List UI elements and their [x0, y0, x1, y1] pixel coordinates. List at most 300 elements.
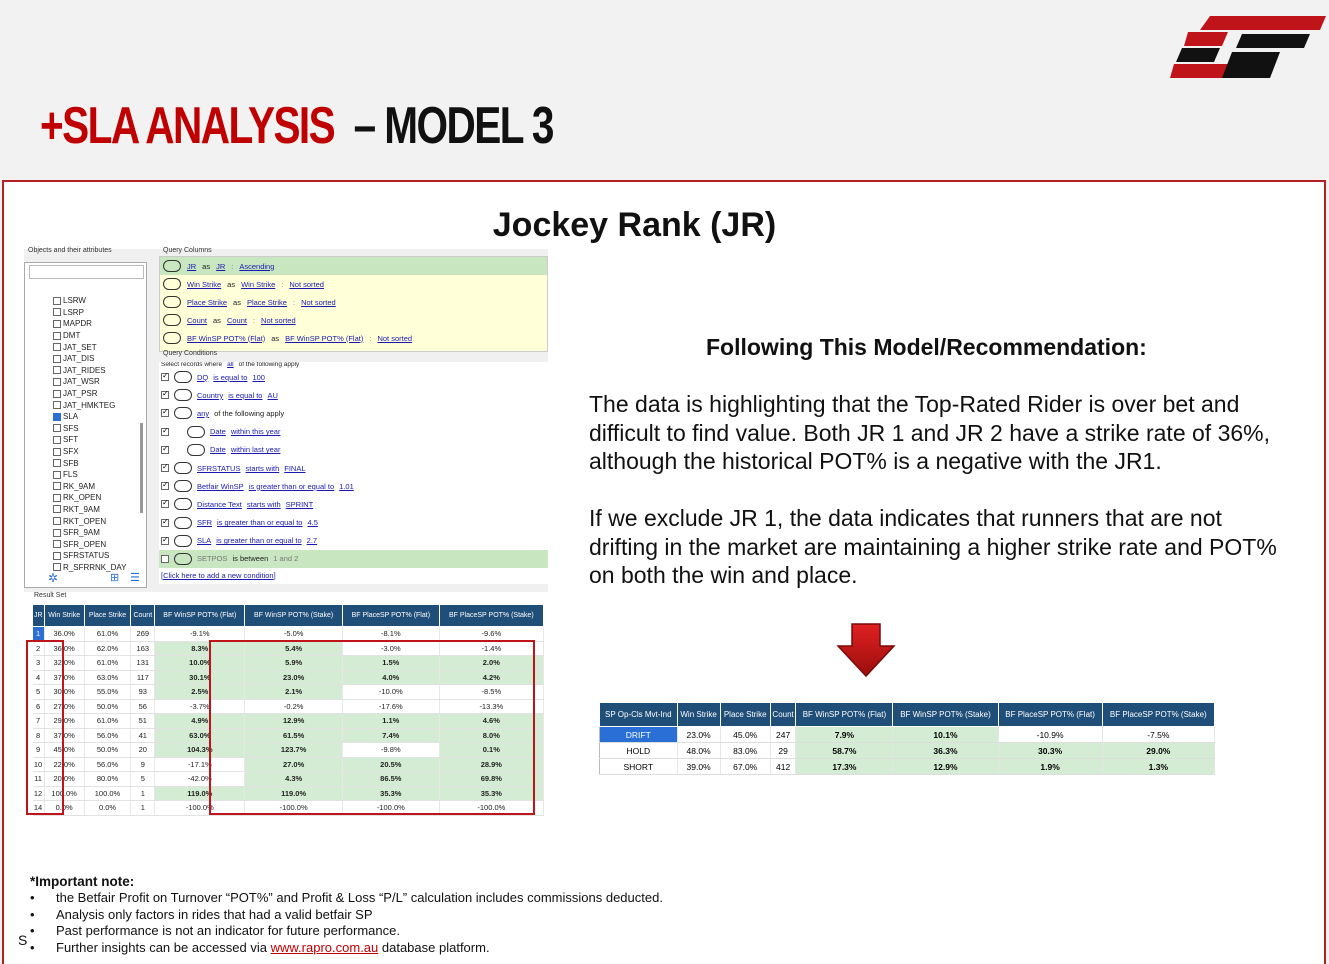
recommendation-paragraph-2: If we exclude JR 1, the data indicates that runners that are not drifting in the market are maintaining a higher strike rate and POT% on both the win and place.: [589, 505, 1277, 588]
condition-field[interactable]: SETPOS: [197, 554, 228, 564]
query-column-row[interactable]: [160, 293, 547, 311]
column-field[interactable]: Place Strike: [187, 297, 228, 307]
condition-checkbox[interactable]: [161, 446, 169, 454]
column-separator: :: [281, 279, 284, 289]
condition-value[interactable]: AU: [267, 390, 278, 400]
summary-cell: 48.0%: [677, 743, 720, 759]
query-column-row[interactable]: [160, 311, 547, 329]
summary-cell: HOLD: [600, 743, 678, 759]
result-header-cell[interactable]: BF WinSP POT% (Stake): [245, 605, 343, 627]
condition-toggle[interactable]: [174, 371, 192, 383]
table-cell: 23.0%: [245, 670, 343, 685]
condition-row[interactable]: [159, 368, 548, 386]
column-field[interactable]: Count: [187, 315, 208, 325]
table-cell: 119.0%: [245, 786, 343, 801]
condition-toggle[interactable]: [174, 389, 192, 401]
object-checkbox[interactable]: [53, 413, 61, 421]
condition-value[interactable]: FINAL: [284, 463, 306, 473]
table-cell: -0.2%: [245, 699, 343, 714]
column-sort[interactable]: Not sorted: [261, 315, 296, 325]
note-item: • Analysis only factors in rides that had a valid betfair SP: [30, 907, 930, 924]
column-separator: :: [369, 333, 372, 343]
condition-operator[interactable]: of the following apply: [214, 408, 285, 418]
condition-checkbox[interactable]: [161, 409, 169, 417]
object-checkbox[interactable]: [53, 401, 61, 409]
grid-icon[interactable]: ⊞: [110, 572, 120, 584]
table-cell: 61.5%: [245, 728, 343, 743]
object-checkbox[interactable]: [53, 297, 61, 305]
column-toggle[interactable]: [163, 314, 181, 326]
condition-value[interactable]: 100: [252, 372, 265, 382]
table-cell: 4.9%: [155, 714, 245, 729]
object-checkbox[interactable]: [53, 552, 61, 560]
object-item[interactable]: [53, 399, 126, 411]
summary-header-cell: BF WinSP POT% (Flat): [796, 703, 893, 727]
table-cell: 61.0%: [84, 656, 131, 671]
summary-cell: 29: [770, 743, 796, 759]
tools-icon[interactable]: ✲: [48, 571, 59, 585]
object-checkbox[interactable]: [53, 517, 61, 525]
pot-highlight-box: [209, 640, 535, 815]
table-cell: -8.1%: [342, 627, 439, 642]
condition-toggle[interactable]: [187, 426, 205, 438]
table-cell: -10.0%: [342, 685, 439, 700]
object-item[interactable]: [53, 492, 126, 504]
object-label: SFS: [63, 423, 79, 433]
condition-operator[interactable]: is greater than or equal to: [248, 481, 335, 491]
table-cell: 56: [131, 699, 155, 714]
table-cell: 20.5%: [342, 757, 439, 772]
object-item[interactable]: [53, 411, 126, 423]
summary-cell: 412: [770, 759, 796, 775]
summary-cell: 83.0%: [720, 743, 770, 759]
table-cell: 163: [131, 641, 155, 656]
object-checkbox[interactable]: [53, 540, 61, 548]
object-item[interactable]: [53, 365, 126, 377]
column-as: as: [233, 297, 241, 307]
table-cell: 2.1%: [245, 685, 343, 700]
condition-row[interactable]: [159, 477, 548, 495]
page-title: [40, 96, 553, 156]
condition-value[interactable]: 4.5: [307, 518, 318, 528]
table-cell: -3.7%: [155, 699, 245, 714]
object-label: MAPDR: [63, 319, 92, 329]
note-item: • the Betfair Profit on Turnover “POT%” and Profit & Loss “P/L” calculation includes commissions deducted.: [30, 890, 930, 907]
summary-cell: 17.3%: [796, 759, 893, 775]
table-cell: 1.1%: [342, 714, 439, 729]
summary-cell: DRIFT: [600, 727, 678, 743]
query-conditions-label: Query Conditions: [163, 350, 218, 357]
object-label: SFRSTATUS: [63, 551, 110, 561]
objects-toolbar: [24, 569, 147, 589]
column-field[interactable]: JR: [187, 261, 197, 271]
object-checkbox[interactable]: [53, 529, 61, 537]
object-checkbox[interactable]: [53, 378, 61, 386]
table-cell: 50.0%: [84, 743, 131, 758]
note-list: [30, 890, 930, 957]
condition-toggle[interactable]: [174, 407, 192, 419]
table-cell: 6: [33, 699, 45, 714]
table-cell: 2: [33, 641, 45, 656]
table-cell: 8.0%: [439, 728, 543, 743]
result-header-cell[interactable]: Win Strike: [44, 605, 84, 627]
object-label: SFR_9AM: [63, 528, 100, 538]
table-cell: -100.0%: [342, 801, 439, 816]
column-toggle[interactable]: [163, 296, 181, 308]
condition-row[interactable]: [159, 550, 548, 568]
object-item[interactable]: [53, 434, 126, 446]
condition-value[interactable]: 1.01: [339, 481, 354, 491]
condition-field[interactable]: Distance Text: [197, 499, 242, 509]
object-item[interactable]: [53, 341, 126, 353]
object-item[interactable]: [53, 481, 126, 493]
object-item[interactable]: [53, 353, 126, 365]
table-cell: 4.3%: [245, 772, 343, 787]
column-sort[interactable]: Not sorted: [289, 279, 324, 289]
table-cell: 29.0%: [44, 714, 84, 729]
table-cell: 4.6%: [439, 714, 543, 729]
summary-header-cell: Win Strike: [677, 703, 720, 727]
summary-header-cell: BF PlaceSP POT% (Stake): [1102, 703, 1214, 727]
summary-header-cell: BF PlaceSP POT% (Flat): [998, 703, 1102, 727]
table-cell: 3: [33, 656, 45, 671]
table-cell: 10.0%: [155, 656, 245, 671]
table-cell: 119.0%: [155, 786, 245, 801]
result-header-cell[interactable]: BF WinSP POT% (Flat): [155, 605, 245, 627]
table-cell: 117: [131, 670, 155, 685]
table-cell: 5: [131, 772, 155, 787]
object-label: SLA: [63, 412, 79, 422]
query-column-row[interactable]: [160, 257, 547, 275]
column-alias[interactable]: JR: [216, 261, 226, 271]
object-item[interactable]: [53, 376, 126, 388]
condition-checkbox[interactable]: [161, 482, 169, 490]
condition-checkbox[interactable]: [161, 373, 169, 381]
column-alias[interactable]: BF WinSP POT% (Flat): [285, 333, 364, 343]
table-cell: 30.1%: [155, 670, 245, 685]
object-label: LSRW: [63, 296, 86, 306]
column-toggle[interactable]: [163, 278, 181, 290]
table-cell: 51: [131, 714, 155, 729]
conditions-header-link[interactable]: all: [227, 362, 234, 368]
condition-row[interactable]: [159, 532, 548, 550]
column-separator: :: [231, 261, 234, 271]
condition-checkbox[interactable]: [161, 391, 169, 399]
table-cell: -17.1%: [155, 757, 245, 772]
object-checkbox[interactable]: [53, 366, 61, 374]
table-row[interactable]: [33, 627, 544, 642]
object-item[interactable]: [53, 515, 126, 527]
condition-operator[interactable]: is equal to: [213, 372, 248, 382]
object-item[interactable]: [53, 295, 126, 307]
object-label: SFR_OPEN: [63, 539, 107, 549]
result-header-cell[interactable]: Count: [131, 605, 155, 627]
condition-toggle[interactable]: [174, 480, 192, 492]
object-checkbox[interactable]: [53, 482, 61, 490]
object-checkbox[interactable]: [53, 436, 61, 444]
column-as: as: [202, 261, 211, 271]
summary-table-body: [600, 727, 1215, 775]
summary-cell: -7.5%: [1102, 727, 1214, 743]
condition-operator[interactable]: starts with: [246, 499, 281, 509]
object-item[interactable]: [53, 388, 126, 400]
column-alias[interactable]: Place Strike: [246, 297, 287, 307]
table-cell: 269: [131, 627, 155, 642]
summary-row[interactable]: [600, 727, 1215, 743]
condition-value[interactable]: SPRINT: [285, 499, 314, 509]
table-cell: -9.1%: [155, 627, 245, 642]
condition-operator[interactable]: within this year: [230, 427, 281, 437]
table-cell: 8.3%: [155, 641, 245, 656]
table-cell: 35.3%: [439, 786, 543, 801]
condition-value[interactable]: 1 and 2: [273, 554, 299, 564]
object-item[interactable]: [53, 446, 126, 458]
column-separator: :: [252, 315, 256, 325]
object-item[interactable]: [53, 550, 126, 562]
object-checkbox[interactable]: [53, 390, 61, 398]
object-label: JAT_RIDES: [63, 365, 106, 375]
summary-cell: 67.0%: [720, 759, 770, 775]
column-toggle[interactable]: [163, 260, 181, 272]
condition-operator[interactable]: is greater than or equal to: [217, 518, 303, 528]
object-checkbox[interactable]: [53, 459, 61, 467]
condition-operator[interactable]: starts with: [245, 463, 280, 473]
object-checkbox[interactable]: [53, 355, 61, 363]
objects-list[interactable]: [24, 262, 147, 588]
table-cell: 36.0%: [44, 627, 84, 642]
result-header-cell[interactable]: JR: [33, 605, 45, 627]
column-alias[interactable]: Win Strike: [241, 279, 276, 289]
condition-checkbox[interactable]: [161, 537, 169, 545]
summary-cell: 10.1%: [893, 727, 998, 743]
condition-toggle[interactable]: [174, 535, 192, 547]
query-column-row[interactable]: [160, 329, 547, 347]
condition-checkbox[interactable]: [161, 464, 169, 472]
table-cell: -42.0%: [155, 772, 245, 787]
condition-row[interactable]: [159, 459, 548, 477]
condition-row[interactable]: [159, 514, 548, 532]
object-item[interactable]: [53, 504, 126, 516]
object-label: JAT_DIS: [63, 354, 95, 364]
condition-field[interactable]: SFR: [197, 518, 212, 528]
object-checkbox[interactable]: [53, 505, 61, 513]
table-cell: 56.0%: [84, 728, 131, 743]
object-checkbox[interactable]: [53, 471, 61, 479]
condition-row[interactable]: [159, 404, 548, 422]
object-checkbox[interactable]: [53, 332, 61, 340]
summary-cell: 247: [770, 727, 796, 743]
object-item[interactable]: [53, 538, 126, 550]
condition-row[interactable]: [159, 423, 548, 441]
object-checkbox[interactable]: [53, 424, 61, 432]
object-checkbox[interactable]: [53, 320, 61, 328]
summary-cell: 12.9%: [893, 759, 998, 775]
column-toggle[interactable]: [163, 332, 181, 344]
result-header-cell[interactable]: BF PlaceSP POT% (Stake): [439, 605, 543, 627]
column-field[interactable]: Win Strike: [187, 279, 222, 289]
object-checkbox[interactable]: [53, 448, 61, 456]
condition-row[interactable]: [159, 495, 548, 513]
table-cell: 123.7%: [245, 743, 343, 758]
table-cell: 41: [131, 728, 155, 743]
condition-checkbox[interactable]: [161, 519, 169, 527]
jr-highlight-box: [26, 640, 64, 815]
table-cell: 62.0%: [84, 641, 131, 656]
object-label: RKT_9AM: [63, 504, 100, 514]
condition-toggle[interactable]: [187, 444, 205, 456]
condition-row[interactable]: [159, 386, 548, 404]
table-cell: 45.0%: [44, 743, 84, 758]
object-label: FLS: [63, 470, 78, 480]
condition-operator[interactable]: is greater than or equal to: [216, 536, 302, 546]
note-item: • Past performance is not an indicator for future performance.: [30, 923, 930, 940]
condition-toggle[interactable]: [174, 498, 192, 510]
summary-row[interactable]: [600, 759, 1215, 775]
table-cell: -1.4%: [439, 641, 543, 656]
condition-field[interactable]: DQ: [197, 372, 209, 382]
query-conditions-panel: [159, 362, 548, 584]
object-label: JAT_PSR: [63, 389, 98, 399]
table-cell: 12.9%: [245, 714, 343, 729]
summary-row[interactable]: [600, 743, 1215, 759]
condition-field[interactable]: Country: [197, 390, 224, 400]
condition-row[interactable]: [159, 441, 548, 459]
summary-cell: 1.3%: [1102, 759, 1214, 775]
object-checkbox[interactable]: [53, 308, 61, 316]
table-cell: 55.0%: [84, 685, 131, 700]
condition-field[interactable]: any: [197, 408, 210, 418]
column-sort[interactable]: Ascending: [239, 261, 275, 271]
object-item[interactable]: [53, 307, 126, 319]
table-cell: -8.5%: [439, 685, 543, 700]
object-label: JAT_SET: [63, 342, 97, 352]
table-cell: 69.8%: [439, 772, 543, 787]
result-header-cell[interactable]: Place Strike: [84, 605, 131, 627]
table-cell: 50.0%: [84, 699, 131, 714]
condition-checkbox[interactable]: [161, 428, 169, 436]
table-cell: 20.0%: [44, 772, 84, 787]
table-cell: 20: [131, 743, 155, 758]
table-cell: 37.0%: [44, 728, 84, 743]
object-item[interactable]: [53, 318, 126, 330]
condition-checkbox[interactable]: [161, 500, 169, 508]
table-cell: 36.0%: [44, 641, 84, 656]
table-cell: 100.0%: [84, 786, 131, 801]
add-condition-link[interactable]: [Click here to add a new condition]: [161, 570, 276, 580]
note-item-last: [30, 940, 930, 957]
table-cell: 11: [33, 772, 45, 787]
note-last-prefix: Further insights can be accessed via: [56, 940, 271, 956]
table-cell: 63.0%: [84, 670, 131, 685]
list-icon[interactable]: ☰: [130, 572, 140, 584]
table-cell: -9.8%: [342, 743, 439, 758]
table-cell: 4: [33, 670, 45, 685]
table-cell: 61.0%: [84, 714, 131, 729]
object-item[interactable]: [53, 423, 126, 435]
table-cell: 80.0%: [84, 772, 131, 787]
condition-checkbox[interactable]: [161, 555, 169, 563]
table-cell: 1: [131, 786, 155, 801]
condition-toggle[interactable]: [174, 553, 192, 565]
condition-operator[interactable]: within last year: [230, 445, 281, 455]
condition-field[interactable]: Date: [210, 445, 226, 455]
object-label: JAT_WSR: [63, 377, 100, 387]
down-arrow-icon: [836, 622, 896, 678]
table-cell: -100.0%: [155, 801, 245, 816]
column-alias[interactable]: Count: [226, 315, 247, 325]
condition-field[interactable]: SLA: [197, 536, 212, 546]
condition-field[interactable]: Date: [210, 427, 226, 437]
condition-toggle[interactable]: [174, 517, 192, 529]
table-cell: 27.0%: [245, 757, 343, 772]
table-cell: 5: [33, 685, 45, 700]
table-cell: -3.0%: [342, 641, 439, 656]
objects-label: Objects and their attributes: [28, 247, 112, 254]
object-label: JAT_HMKTEG: [63, 400, 116, 410]
table-cell: 28.9%: [439, 757, 543, 772]
table-cell: -9.6%: [439, 627, 543, 642]
object-checkbox[interactable]: [53, 494, 61, 502]
table-cell: -100.0%: [245, 801, 343, 816]
column-sort[interactable]: Not sorted: [301, 297, 336, 307]
rapro-link[interactable]: www.rapro.com.au: [270, 940, 379, 956]
column-field[interactable]: BF WinSP POT% (Flat): [187, 333, 266, 343]
query-column-row[interactable]: [160, 275, 547, 293]
column-sort[interactable]: Not sorted: [377, 333, 413, 343]
table-cell: 5.4%: [245, 641, 343, 656]
condition-operator[interactable]: is between: [232, 554, 269, 564]
object-item[interactable]: [53, 457, 126, 469]
object-label: DMT: [63, 331, 81, 341]
table-cell: 1: [33, 627, 45, 642]
table-cell: -5.0%: [245, 627, 343, 642]
object-item[interactable]: [53, 527, 126, 539]
condition-field[interactable]: SFRSTATUS: [197, 463, 241, 473]
object-label: LSRP: [63, 307, 84, 317]
summary-cell: -10.9%: [998, 727, 1102, 743]
table-cell: 86.5%: [342, 772, 439, 787]
title-red: +SLA ANALYSIS: [40, 97, 335, 155]
query-columns-label: Query Columns: [163, 247, 212, 254]
summary-header-cell: Place Strike: [720, 703, 770, 727]
object-label: SFT: [63, 435, 79, 445]
objects-search-input[interactable]: [29, 265, 144, 279]
objects-scrollbar[interactable]: [140, 423, 143, 513]
object-item[interactable]: [53, 330, 126, 342]
condition-value[interactable]: 2.7: [306, 536, 318, 546]
table-cell: 100.0%: [44, 786, 84, 801]
condition-field[interactable]: Betfair WinSP: [197, 481, 244, 491]
table-cell: 9: [131, 757, 155, 772]
summary-cell: 29.0%: [1102, 743, 1214, 759]
column-separator: :: [292, 297, 296, 307]
summary-cell: 23.0%: [677, 727, 720, 743]
object-checkbox[interactable]: [53, 343, 61, 351]
object-item[interactable]: [53, 469, 126, 481]
summary-header-cell: Count: [770, 703, 796, 727]
important-note: [30, 874, 930, 957]
result-table-header: [33, 605, 544, 627]
table-cell: 104.3%: [155, 743, 245, 758]
conditions-header-text2: of the following apply: [238, 362, 300, 368]
condition-operator[interactable]: is equal to: [228, 390, 263, 400]
condition-toggle[interactable]: [174, 462, 192, 474]
result-header-cell[interactable]: BF PlaceSP POT% (Flat): [342, 605, 439, 627]
table-cell: 37.0%: [44, 670, 84, 685]
query-columns-panel: [159, 256, 548, 352]
summary-table: [599, 702, 1215, 775]
result-set-label: Result Set: [34, 592, 67, 599]
